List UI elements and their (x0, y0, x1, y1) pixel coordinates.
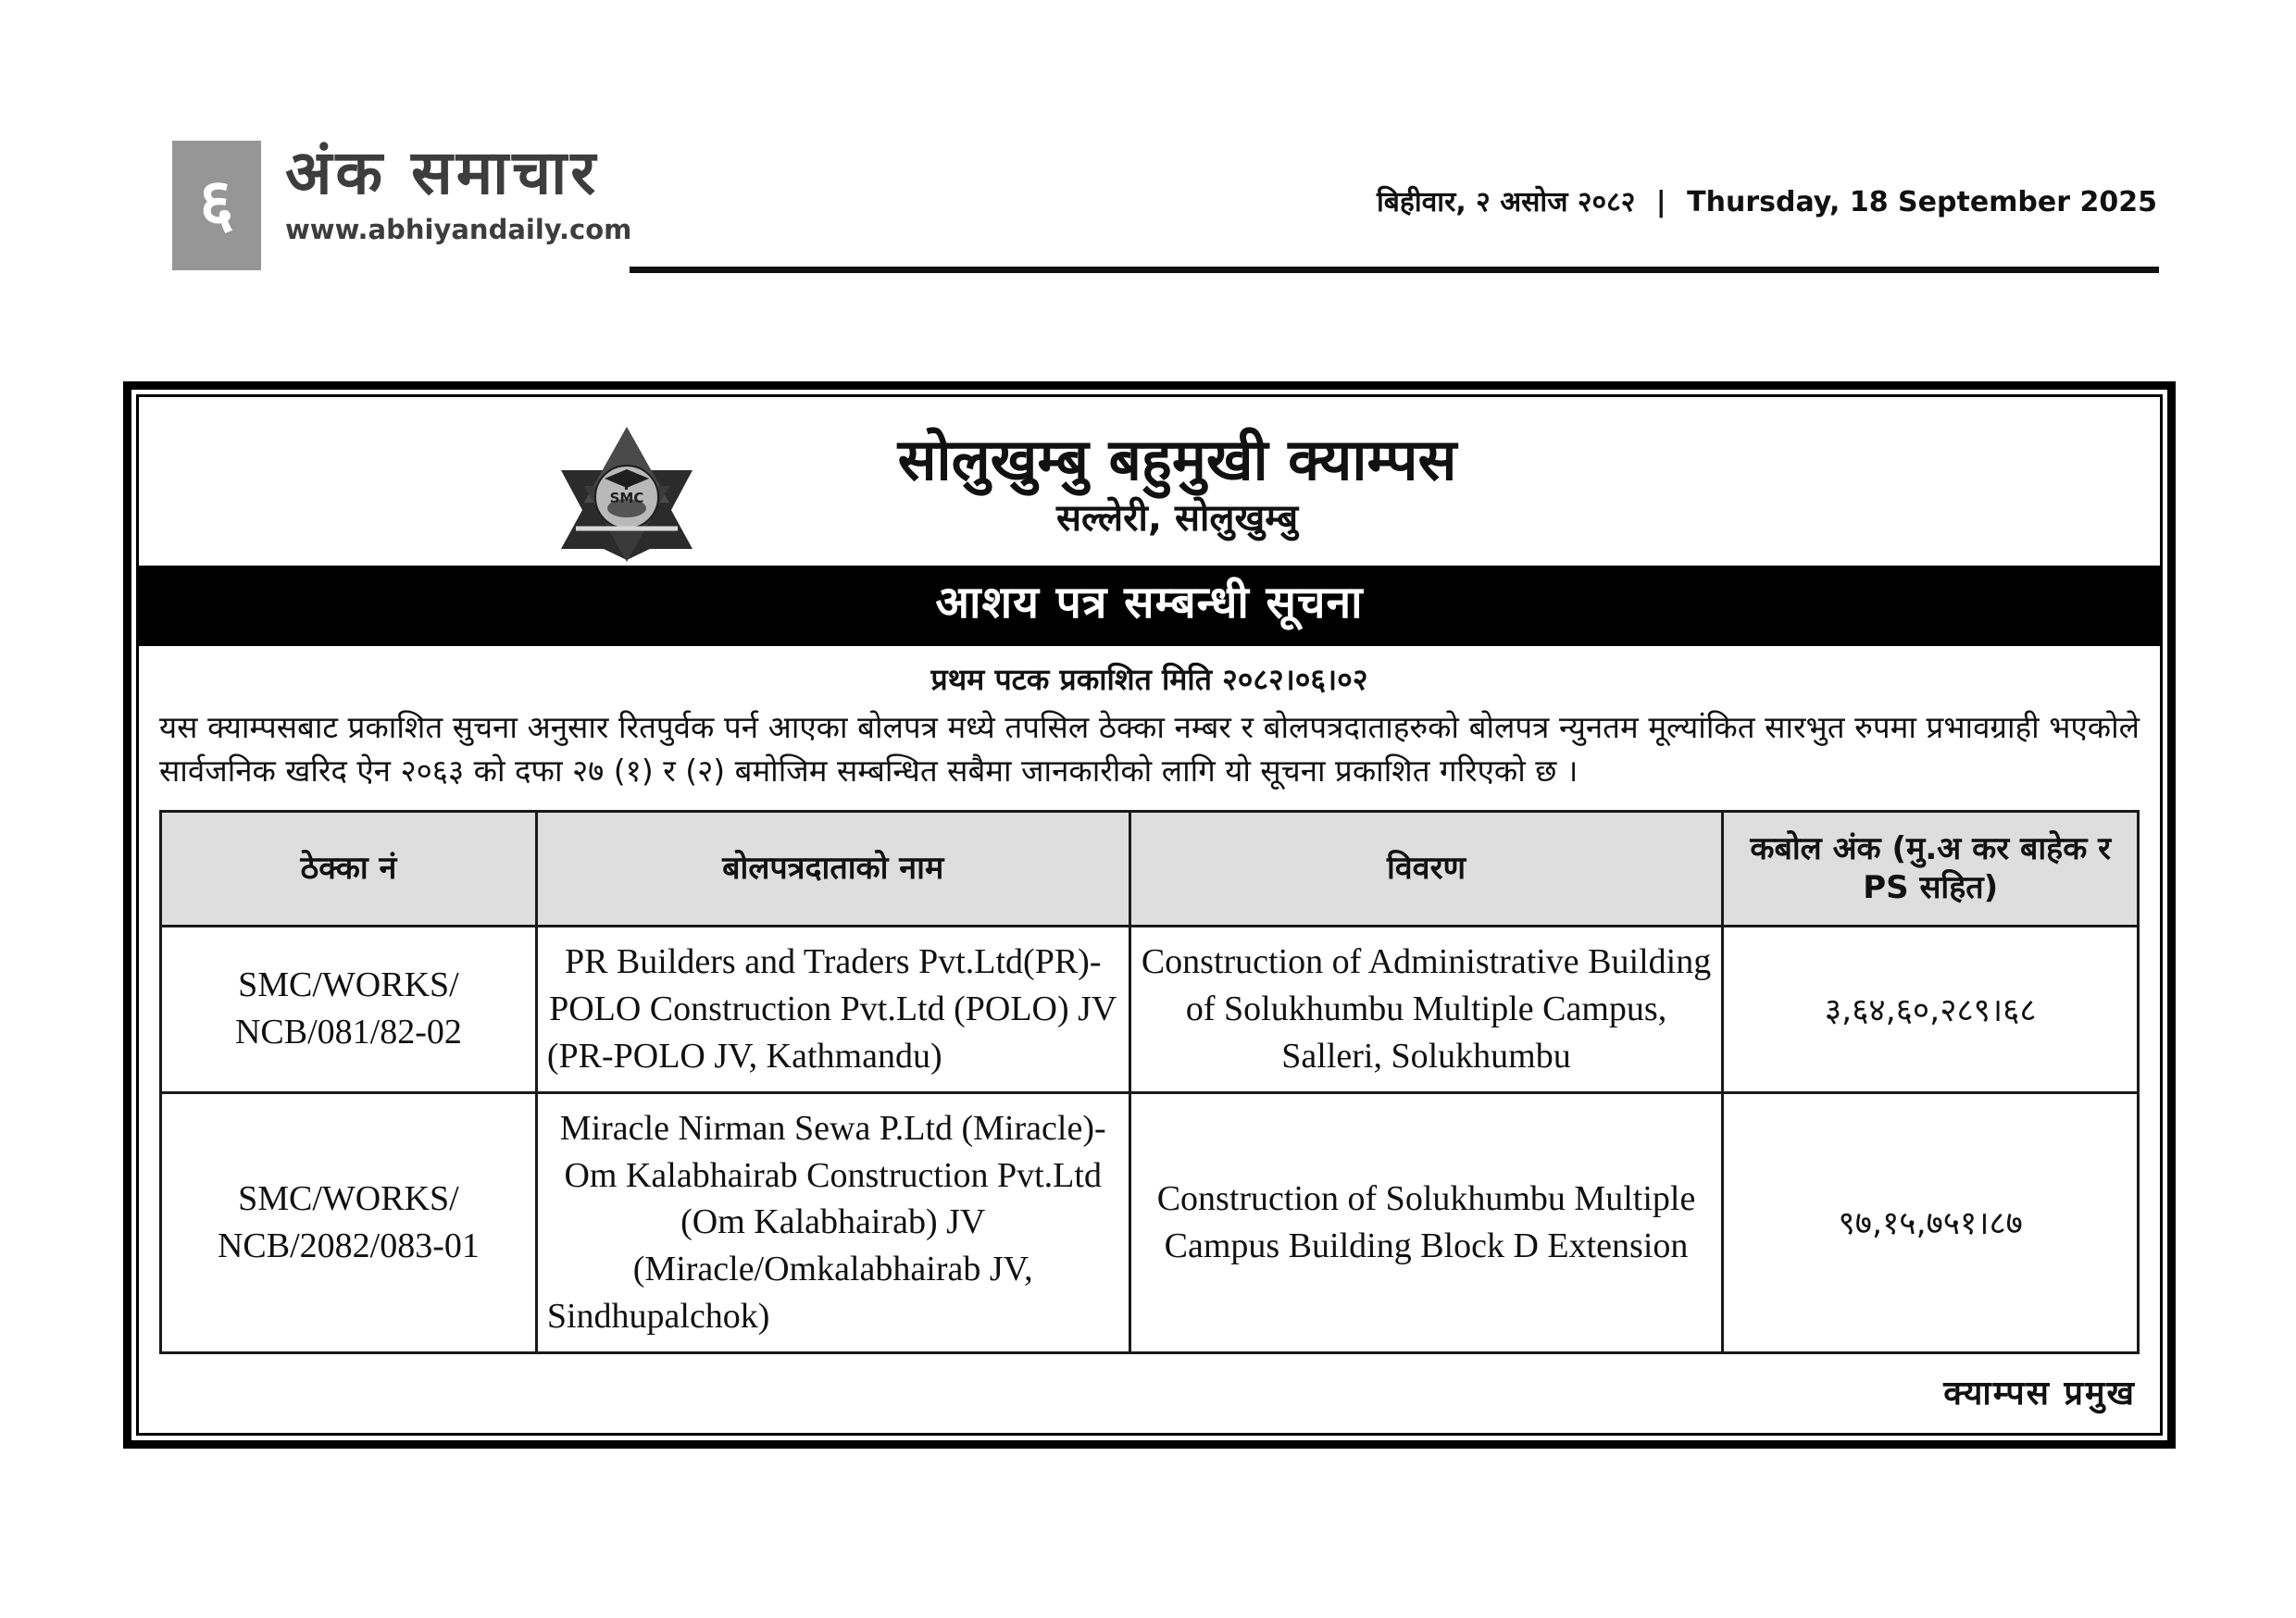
column-header-contract-no: ठेक्का नं (161, 811, 537, 926)
notice-body-paragraph: यस क्याम्पसबाट प्रकाशित सुचना अनुसार रितपुर्वक पर्न आएका बोलपत्र मध्ये तपसिल ठेक्का नम्बर र बोलपत्रदाताहरुको बोलपत्र न्युनतम मूल्यांकित सारभुत रुपमा प्रभावग्राही भएकोले सार्वजनिक खरिद ऐन २०६३ को दफा २७ (१) र (२) बमोजिम सम्बन्धित सबैमा जानकारीको लागि यो सूचना प्रकाशित गरिएको छ । (159, 709, 2140, 790)
brand-badge-icon: ६ (172, 141, 261, 270)
column-header-bidder-name: बोलपत्रदाताको नाम (536, 811, 1129, 926)
cell-contract-no: SMC/WORKS/ NCB/2082/083-01 (161, 1092, 537, 1353)
organization-location: सल्लेरी, सोलुखुम्बु (1055, 496, 1299, 540)
date-nepali: बिहीवार, २ असोज २०८२ (1377, 186, 1636, 218)
date-english: Thursday, 18 September 2025 (1687, 186, 2157, 218)
cell-bidder-name: PR Builders and Traders Pvt.Ltd(PR)-POLO Construction Pvt.Ltd (POLO) JV (PR-POLO JV, Kathmandu) (536, 926, 1129, 1092)
bid-results-table (159, 810, 2140, 1354)
first-published-date: प्रथम पटक प्रकाशित मिति २०८२।०६।०२ (930, 662, 1368, 698)
cell-description: Construction of Administrative Building of Solukhumbu Multiple Campus, Salleri, Solukhumbu (1129, 926, 1723, 1092)
bid-table-wrapper (139, 797, 2160, 1363)
newspaper-website-url[interactable]: www.abhiyandaily.com (285, 214, 632, 246)
cell-contract-no: SMC/WORKS/ NCB/081/82-02 (161, 926, 537, 1092)
column-header-description: विवरण (1129, 811, 1723, 926)
newspaper-title: अंक समाचार (285, 137, 600, 208)
organization-names (139, 428, 2160, 540)
date-separator: | (1655, 186, 1666, 218)
organization-name: सोलुखुम्बु बहुमुखी क्याम्पस (897, 426, 1457, 494)
notice-banner-title: आशय पत्र सम्बन्धी सूचना (935, 577, 1364, 629)
masthead-date-line (1377, 181, 2157, 219)
svg-text:SMC: SMC (609, 490, 644, 506)
organization-header (139, 397, 2160, 566)
brand-url-row (285, 214, 631, 245)
masthead-divider-rule (630, 267, 2159, 273)
newspaper-masthead (0, 0, 2296, 296)
column-header-bid-amount: कबोल अंक (मु.अ कर बाहेक र PS सहित) (1723, 811, 2139, 926)
public-notice-box (123, 381, 2176, 1449)
cell-bid-amount: ९७,१५,७५१।८७ (1723, 1092, 2139, 1353)
table-row (161, 926, 2139, 1092)
campus-star-emblem-icon (557, 425, 696, 564)
brand-text (285, 137, 632, 246)
notice-inner-frame (136, 394, 2163, 1436)
cell-description: Construction of Solukhumbu Multiple Campus Building Block D Extension (1129, 1092, 1723, 1353)
notice-banner (139, 566, 2160, 646)
notice-signature: क्याम्पस प्रमुख (1943, 1375, 2136, 1413)
cell-bidder-name: Miracle Nirman Sewa P.Ltd (Miracle)-Om Kalabhairab Construction Pvt.Ltd (Om Kalabhairab) JV (Miracle/Omkalabhairab JV, Sindhupalchok) (536, 1092, 1129, 1353)
table-header-row (161, 811, 2139, 926)
table-row (161, 1092, 2139, 1353)
brand-block (172, 137, 632, 270)
cell-bid-amount: ३,६४,६०,२८९।६८ (1723, 926, 2139, 1092)
